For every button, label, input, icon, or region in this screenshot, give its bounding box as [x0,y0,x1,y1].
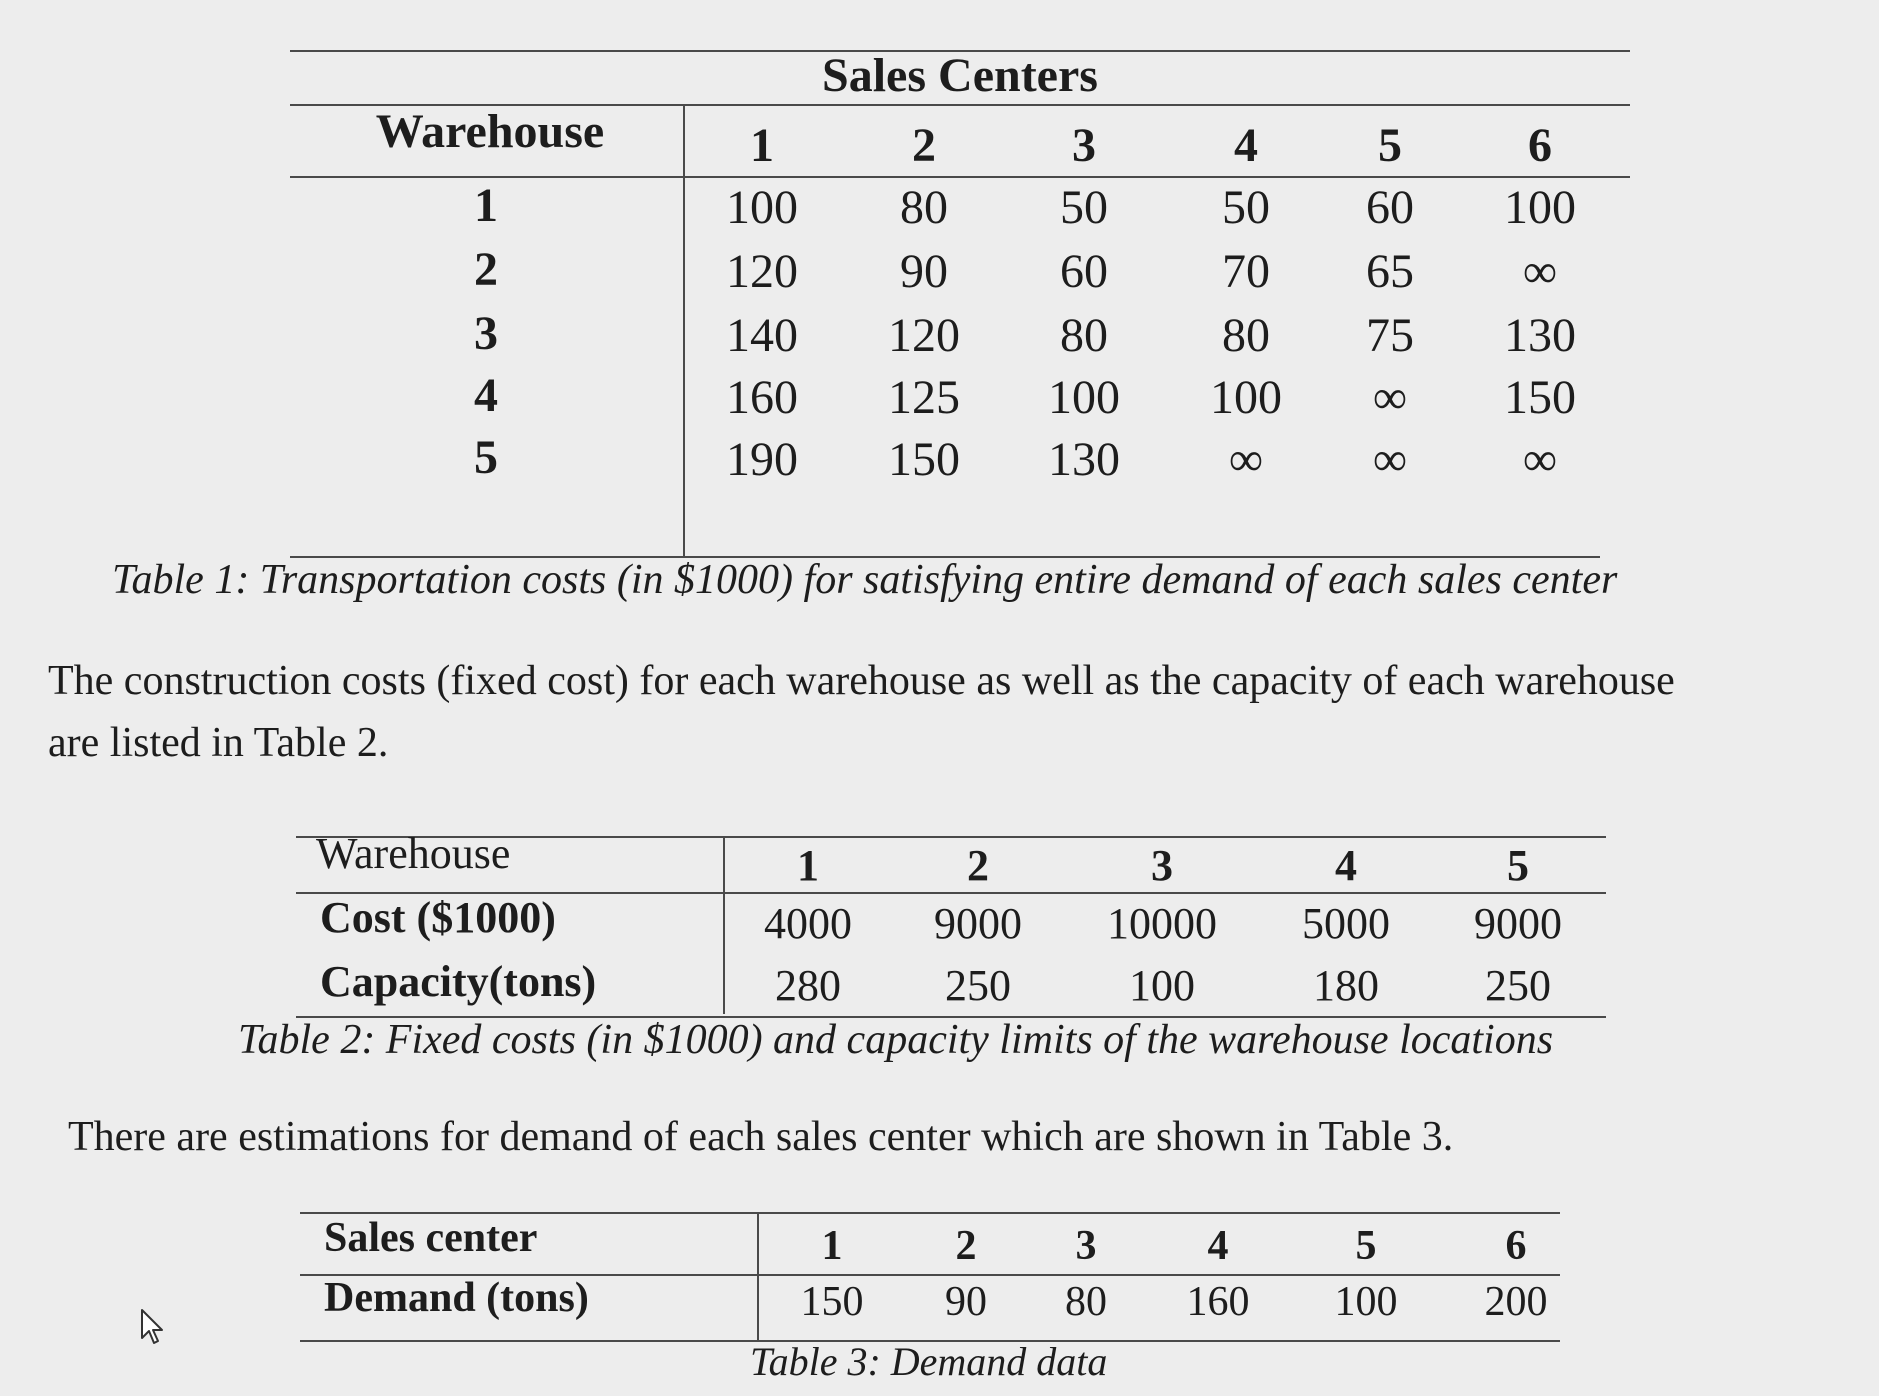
table-2-capacity-cell: 250 [945,961,1011,1010]
table-1-cell: 160 [726,371,798,424]
table-1-column-header: 3 [1072,119,1096,172]
table-1-cell: 150 [1504,371,1576,424]
table-2-column-header: 3 [1151,841,1173,890]
table-1-cell: ∞ [1372,433,1408,486]
table-1-cell: 100 [1048,371,1120,424]
table-1-row-label: 2 [474,243,498,296]
table-1-cell: 60 [1060,245,1108,298]
table-1-cell: 130 [1504,309,1576,362]
table-2-header-label: Warehouse [316,829,511,878]
table-1-row-label: 4 [474,369,498,422]
table-3-column-header: 4 [1207,1223,1229,1269]
table-1-cell: 100 [1210,371,1282,424]
table-1-cell: 50 [1060,181,1108,234]
table-2-column-header: 5 [1507,841,1529,890]
table-2-caption: Table 2: Fixed costs (in $1000) and capacity limits of the warehouse locations [238,1017,1554,1063]
table-1-cell: 80 [1222,309,1270,362]
table-1-cell: 50 [1222,181,1270,234]
table-1-cell: 140 [726,309,798,362]
table-1-cell: 100 [1504,181,1576,234]
table-3-caption: Table 3: Demand data [750,1339,1108,1384]
table-1-column-header: 1 [750,119,774,172]
paragraph-1-line-2: are listed in Table 2. [48,720,389,766]
table-1-column-header: 4 [1234,119,1258,172]
table-1-cell: 90 [900,245,948,298]
table-3-demand-cell: 100 [1334,1279,1398,1325]
table-1-cell: 100 [726,181,798,234]
table-2-capacity-cell: 180 [1313,961,1379,1010]
table-2-capacity-cell: 250 [1485,961,1551,1010]
table-2-cost-cell: 5000 [1302,899,1390,948]
table-2-cost-cell: 10000 [1107,899,1217,948]
table-1-column-header: 2 [912,119,936,172]
table-3-demand-cell: 150 [800,1279,864,1325]
table-3-column-header: 2 [955,1223,977,1269]
table-1-row-label: 1 [474,179,498,232]
table-1-column-header: 5 [1378,119,1402,172]
table-3-column-header: 3 [1075,1223,1097,1269]
paragraph-2: There are estimations for demand of each sales center which are shown in Table 3. [68,1114,1454,1160]
table-2-capacity-cell: 280 [775,961,841,1010]
table-2-column-header: 1 [797,841,819,890]
table-1-cell: 125 [888,371,960,424]
table-3-demand-cell: 80 [1065,1279,1107,1325]
table-2-column-header: 2 [967,841,989,890]
table-1-group-header: Sales Centers [822,49,1098,102]
table-1-row-label: 5 [474,431,498,484]
mouse-pointer-icon [140,1308,166,1348]
table-1-row-label: 3 [474,307,498,360]
table-1-cell: 75 [1366,309,1414,362]
table-1-cell: 80 [1060,309,1108,362]
table-1-divider [683,104,685,556]
table-2-cost-cell: 9000 [1474,899,1562,948]
table-1-row-header: Warehouse [375,105,605,158]
table-1-cell: 80 [900,181,948,234]
table-1-cell: 60 [1366,181,1414,234]
table-1-cell: 190 [726,433,798,486]
table-2-column-header: 4 [1335,841,1357,890]
table-3-demand-label: Demand (tons) [324,1275,589,1321]
table-1-cell: ∞ [1522,245,1558,298]
table-3-demand-cell: 160 [1186,1279,1250,1325]
table-3-column-header: 1 [821,1223,843,1269]
table-1-cell: 65 [1366,245,1414,298]
table-1-caption: Table 1: Transportation costs (in $1000) for satisfying entire demand of each sales center [112,557,1618,603]
table-1-cell: ∞ [1522,433,1558,486]
table-2-cost-label: Cost ($1000) [320,893,556,942]
table-1-column-header: 6 [1528,119,1552,172]
table-1-cell: 120 [726,245,798,298]
paragraph-1 [48,650,1675,774]
table-3-demand-cell: 90 [945,1279,987,1325]
table-1-cell: 150 [888,433,960,486]
table-1-cell: 130 [1048,433,1120,486]
table-2-capacity-cell: 100 [1129,961,1195,1010]
table-2-capacity-label: Capacity(tons) [320,957,597,1006]
table-1-cell: 120 [888,309,960,362]
table-3-column-header: 5 [1355,1223,1377,1269]
table-1-cell: ∞ [1372,371,1408,424]
table-3-column-header: 6 [1505,1223,1527,1269]
table-1-cell: ∞ [1228,433,1264,486]
table-3-divider [757,1212,759,1340]
paragraph-1-line-1: The construction costs (fixed cost) for each warehouse as well as the capacity of each warehouse [48,658,1675,704]
table-2-cost-cell: 9000 [934,899,1022,948]
table-2-cost-cell: 4000 [764,899,852,948]
table-1-cell: 70 [1222,245,1270,298]
table-3-demand-cell: 200 [1484,1279,1548,1325]
table-3-header-label: Sales center [324,1215,538,1261]
